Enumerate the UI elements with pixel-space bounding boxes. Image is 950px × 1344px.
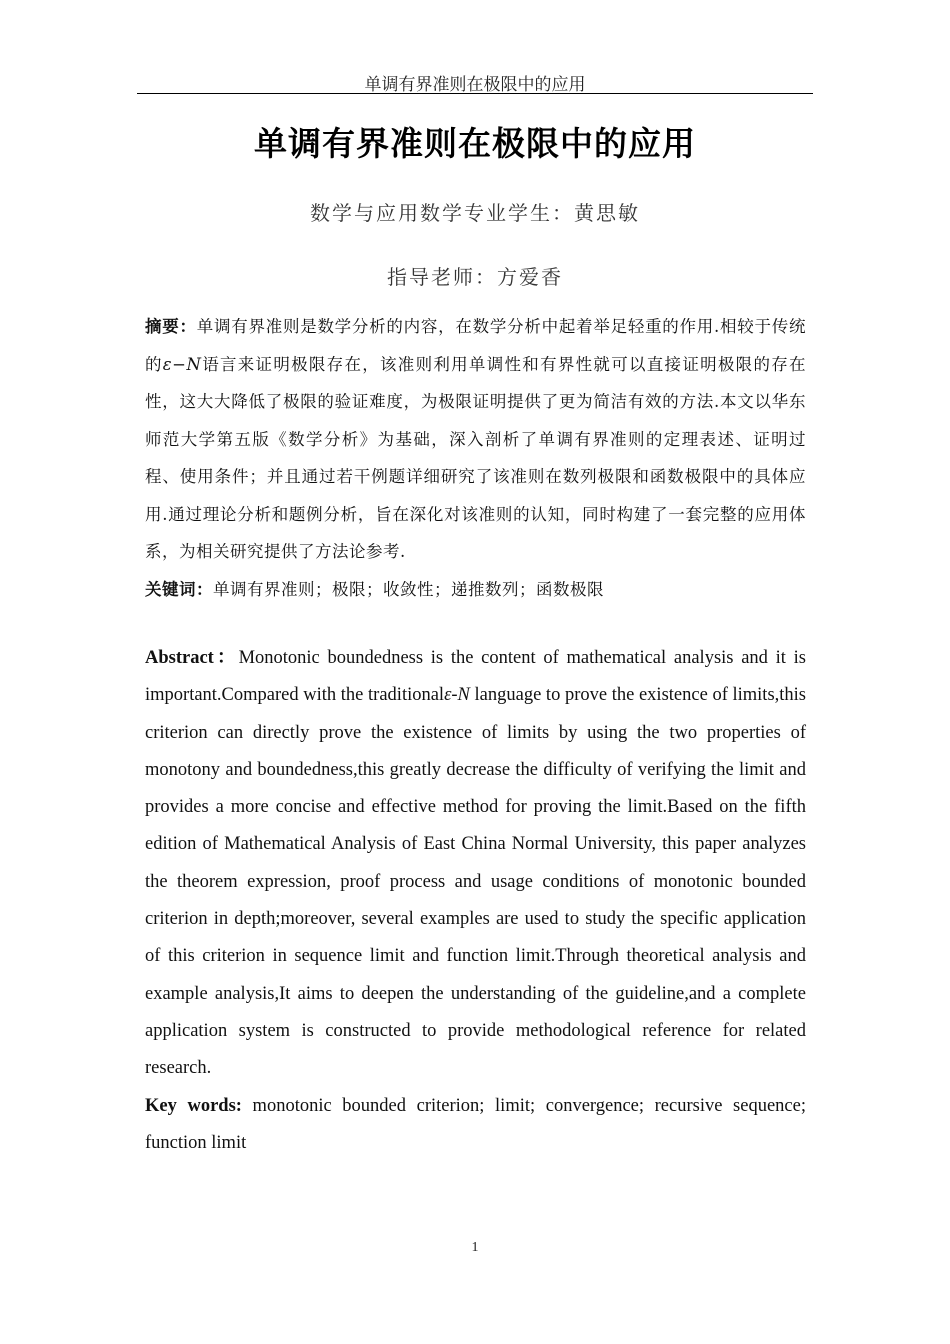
abstract-cn-symbol: ε−N — [162, 354, 202, 374]
running-header: 单调有界准则在极限中的应用 — [364, 75, 586, 95]
keywords-en-text: monotonic bounded criterion; limit; convergence; recursive sequence; function limit — [145, 1095, 806, 1153]
abstract-en — [145, 640, 806, 1088]
advisor-line: 指导老师：方爱香 — [387, 265, 563, 289]
chinese-abstract-section — [145, 308, 806, 608]
abstract-en-text-1: Monotonic boundedness is the content of mathematical analysis and it is important.Compared with the traditional — [145, 648, 806, 706]
abstract-cn-label: 摘要： — [145, 317, 197, 336]
keywords-cn-label: 关键词： — [145, 579, 213, 599]
abstract-en-symbol: ε-N — [444, 685, 470, 706]
abstract-en-label: Abstract： — [145, 648, 239, 668]
paper-title: 单调有界准则在极限中的应用 — [254, 124, 696, 163]
author-line: 数学与应用数学专业学生：黄思敏 — [310, 201, 640, 225]
keywords-en — [145, 1088, 806, 1163]
keywords-en-label: Key words: — [145, 1095, 242, 1116]
keywords-cn — [145, 571, 806, 609]
page-number: 1 — [471, 1240, 479, 1255]
header-rule — [137, 93, 813, 94]
abstract-cn-text-2: 语言来证明极限存在，该准则利用单调性和有界性就可以直接证明极限的存在性，这大大降低了极限的验证难度，为极限证明提供了更为简洁有效的方法.本文以华东师范大学第五版《数学分析》为基础，深入剖析了单调有界准则的定理表述、证明过程、使用条件；并且通过若干例题详细研究了该准则在数列极限和函数极限中的具体应用.通过理论分析和题例分析，旨在深化对该准则的认知，同时构建了一套完整的应用体系，为相关研究提供了方法论参考. — [145, 354, 807, 561]
english-abstract-section — [145, 640, 806, 1162]
abstract-cn — [145, 308, 806, 571]
abstract-en-text-2: language to prove the existence of limits,this criterion can directly prove the existence of limits by using the two properties of monotony and boundedness,this greatly decrease the difficulty of verifying the limit and provides a more concise and effective method for proving the limit.Based on the fifth edition of Mathematical Analysis of East China Normal University, this paper analyzes the theorem expression, proof process and usage conditions of monotonic bounded criterion in depth;moreover, several examples are used to study the specific application of this criterion in sequence limit and function limit.Through theoretical analysis and example analysis,It aims to deepen the understanding of the guideline,and a complete application system is constructed to provide methodological reference for related research. — [145, 685, 806, 1079]
keywords-cn-text: 单调有界准则；极限；收敛性；递推数列；函数极限 — [213, 579, 604, 599]
abstract-cn-text-1: 单调有界准则是数学分析的内容，在数学分析中起着举足轻重的作用.相较于传统的 — [145, 317, 806, 374]
